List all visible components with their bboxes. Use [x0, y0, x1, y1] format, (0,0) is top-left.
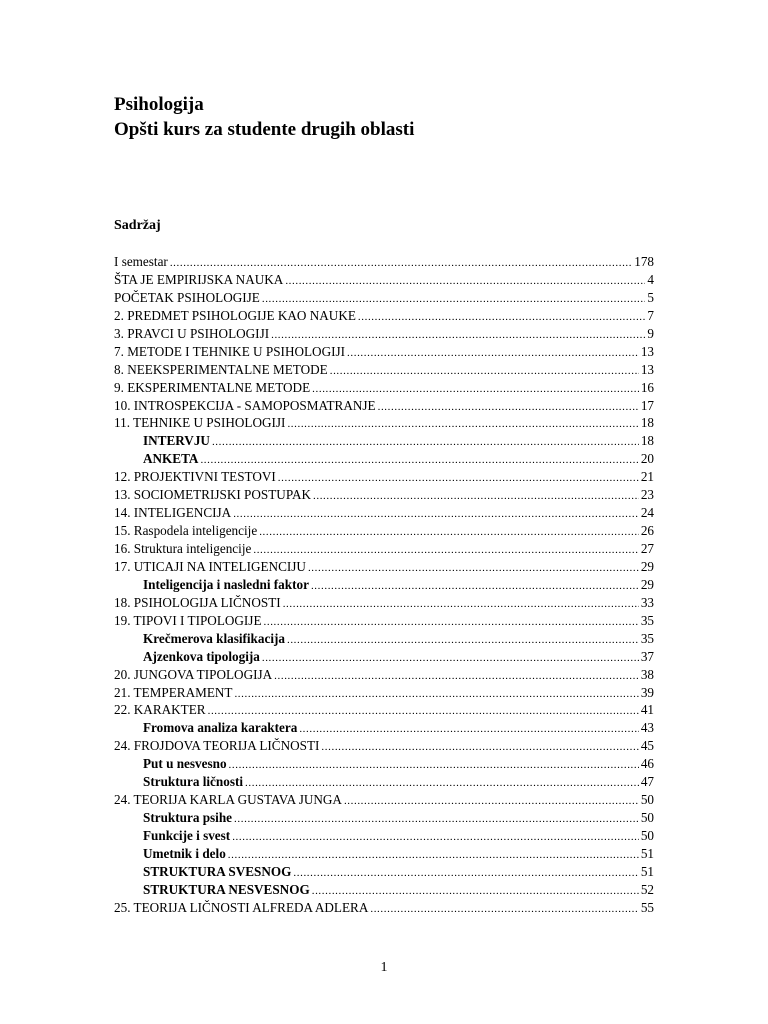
toc-entry-title: 16. Struktura inteligencije: [114, 541, 252, 556]
toc-dot-leader: [283, 596, 639, 612]
toc-entry[interactable]: [114, 773, 654, 791]
title-line-1: Psihologija: [114, 94, 204, 115]
toc-entry-page: 51: [640, 863, 654, 879]
toc-entry-page: 23: [640, 487, 654, 503]
toc-entry[interactable]: [114, 253, 654, 271]
toc-entry[interactable]: [114, 648, 654, 666]
toc-dot-leader: [245, 775, 639, 791]
toc-entry-title: ŠTA JE EMPIRIJSKA NAUKA: [114, 271, 284, 287]
toc-entry[interactable]: [114, 845, 654, 863]
toc-entry-page: 39: [640, 684, 654, 700]
toc-entry-page: 9: [647, 325, 654, 341]
toc-entry[interactable]: [114, 343, 654, 361]
toc-entry-page: 29: [640, 576, 654, 592]
toc-dot-leader: [321, 739, 638, 755]
toc-entry-title: ANKETA: [143, 451, 199, 467]
toc-entry-page: 41: [640, 702, 654, 718]
toc-entry-title: 19. TIPOVI I TIPOLOGIJE: [114, 612, 262, 628]
toc-entry-title: Fromova analiza karaktera: [143, 720, 298, 736]
toc-entry-title: Put u nesvesno: [143, 756, 227, 772]
toc-entry[interactable]: [114, 594, 654, 612]
toc-entry[interactable]: [114, 468, 654, 486]
toc-entry-page: 50: [640, 792, 654, 808]
toc-dot-leader: [170, 255, 632, 271]
toc-dot-leader: [347, 345, 639, 361]
toc-entry[interactable]: [114, 414, 654, 432]
toc-entry-title: 8. NEEKSPERIMENTALNE METODE: [114, 361, 328, 377]
toc-dot-leader: [313, 488, 639, 504]
toc-entry-page: 52: [640, 881, 654, 897]
toc-entry-title: Struktura ličnosti: [143, 774, 244, 790]
toc-entry[interactable]: [114, 809, 654, 827]
toc-entry-title: 22. KARAKTER: [114, 702, 206, 718]
toc-dot-leader: [293, 865, 638, 881]
toc-entry-title: 13. SOCIOMETRIJSKI POSTUPAK: [114, 487, 311, 503]
toc-entry-title: Inteligencija i nasledni faktor: [143, 576, 309, 592]
toc-entry-title: 9. EKSPERIMENTALNE METODE: [114, 379, 311, 395]
toc-entry-page: 13: [640, 343, 654, 359]
toc-dot-leader: [330, 363, 639, 379]
toc-dot-leader: [344, 793, 639, 809]
toc-dot-leader: [262, 291, 646, 307]
toc-entry[interactable]: [114, 361, 654, 379]
toc-entry-title: I semestar: [114, 254, 168, 269]
toc-entry[interactable]: [114, 630, 654, 648]
toc-dot-leader: [308, 560, 639, 576]
toc-entry-page: 46: [640, 756, 654, 772]
toc-dot-leader: [378, 399, 639, 415]
toc-dot-leader: [229, 757, 639, 773]
toc-entry-page: 35: [640, 612, 654, 628]
toc-dot-leader: [259, 524, 639, 540]
document-title: [114, 92, 414, 142]
toc-dot-leader: [358, 309, 646, 325]
toc-dot-leader: [234, 686, 638, 702]
toc-entry-title: 20. JUNGOVA TIPOLOGIJA: [114, 666, 273, 682]
toc-entry[interactable]: [114, 325, 654, 343]
toc-entry-title: 14. INTELIGENCIJA: [114, 505, 232, 521]
toc-entry[interactable]: [114, 504, 654, 522]
toc-entry[interactable]: [114, 271, 654, 289]
toc-dot-leader: [311, 578, 639, 594]
toc-entry[interactable]: [114, 558, 654, 576]
toc-entry-page: 20: [640, 451, 654, 467]
toc-entry[interactable]: [114, 827, 654, 845]
toc-entry-page: 7: [647, 307, 654, 323]
toc-entry-page: 43: [640, 720, 654, 736]
toc-dot-leader: [233, 506, 639, 522]
toc-entry[interactable]: [114, 666, 654, 684]
toc-entry-title: 25. TEORIJA LIČNOSTI ALFREDA ADLERA: [114, 899, 369, 915]
toc-entry[interactable]: [114, 522, 654, 540]
toc-entry-page: 26: [640, 523, 654, 539]
toc-entry[interactable]: [114, 432, 654, 450]
toc-entry-title: STRUKTURA NESVESNOG: [143, 881, 310, 897]
toc-entry-page: 45: [640, 738, 654, 754]
toc-entry-page: 47: [640, 774, 654, 790]
toc-entry[interactable]: [114, 863, 654, 881]
toc-entry-title: 12. PROJEKTIVNI TESTOVI: [114, 469, 276, 485]
toc-dot-leader: [253, 542, 638, 558]
toc-entry-title: 11. TEHNIKE U PSIHOLOGIJI: [114, 415, 286, 431]
toc-entry-page: 24: [640, 505, 654, 521]
toc-entry-title: 24. TEORIJA KARLA GUSTAVA JUNGA: [114, 792, 342, 808]
toc-entry[interactable]: [114, 576, 654, 594]
toc-entry[interactable]: [114, 719, 654, 737]
toc-entry[interactable]: [114, 486, 654, 504]
toc-entry-page: 4: [647, 271, 654, 287]
toc-entry[interactable]: [114, 612, 654, 630]
toc-entry-page: 5: [647, 289, 654, 305]
toc-dot-leader: [212, 434, 639, 450]
toc-entry[interactable]: [114, 289, 654, 307]
toc-entry-page: 55: [640, 899, 654, 915]
toc-entry-page: 50: [640, 828, 654, 843]
toc-entry[interactable]: [114, 684, 654, 702]
toc-entry-page: 21: [640, 469, 654, 485]
toc-dot-leader: [312, 381, 639, 397]
toc-entry-page: 13: [640, 361, 654, 377]
toc-entry-title: 21. TEMPERAMENT: [114, 684, 233, 700]
toc-dot-leader: [274, 668, 639, 684]
title-line-2: Opšti kurs za studente drugih oblasti: [114, 119, 415, 140]
toc-dot-leader: [232, 829, 639, 845]
toc-entry-page: 33: [640, 594, 654, 610]
toc-dot-leader: [264, 614, 639, 630]
toc-entry-page: 27: [640, 541, 654, 556]
toc-entry[interactable]: [114, 737, 654, 755]
toc-entry-page: 18: [640, 415, 654, 431]
toc-entry[interactable]: [114, 379, 654, 397]
toc-dot-leader: [200, 452, 638, 468]
toc-entry-title: Funkcije i svest: [143, 828, 231, 843]
toc-entry-page: 29: [640, 558, 654, 574]
toc-entry-page: 38: [640, 666, 654, 682]
toc-entry-title: 24. FROJDOVA TEORIJA LIČNOSTI: [114, 738, 320, 754]
toc-entry[interactable]: [114, 755, 654, 773]
toc-dot-leader: [287, 632, 639, 648]
toc-entry-title: Ajzenkova tipologija: [143, 648, 260, 664]
toc-entry-title: 18. PSIHOLOGIJA LIČNOSTI: [114, 594, 281, 610]
toc-entry-title: 15. Raspodela inteligencije: [114, 523, 258, 539]
toc-entry-page: 51: [640, 845, 654, 861]
toc-dot-leader: [234, 811, 639, 827]
toc-entry-title: 2. PREDMET PSIHOLOGIJE KAO NAUKE: [114, 307, 356, 323]
toc-dot-leader: [312, 883, 639, 899]
toc-entry-page: 17: [640, 397, 654, 413]
toc-entry-title: Krečmerova klasifikacija: [143, 630, 285, 646]
toc-entry[interactable]: [114, 450, 654, 468]
toc-entry-title: POČETAK PSIHOLOGIJE: [114, 289, 260, 305]
toc-dot-leader: [228, 847, 639, 863]
toc-dot-leader: [278, 470, 639, 486]
toc-entry[interactable]: [114, 397, 654, 415]
toc-entry[interactable]: [114, 540, 654, 558]
toc-entry[interactable]: [114, 307, 654, 325]
toc-entry[interactable]: [114, 791, 654, 809]
toc-heading: Sadržaj: [114, 218, 161, 233]
toc-entry-page: 18: [640, 433, 654, 449]
toc-entry-page: 35: [640, 630, 654, 646]
toc-dot-leader: [299, 721, 638, 737]
toc-entry-title: 3. PRAVCI U PSIHOLOGIJI: [114, 325, 270, 341]
toc-entry-title: 7. METODE I TEHNIKE U PSIHOLOGIJI: [114, 343, 346, 359]
toc-entry[interactable]: [114, 701, 654, 719]
table-of-contents: [114, 253, 654, 917]
toc-entry-title: 10. INTROSPEKCIJA - SAMOPOSMATRANJE: [114, 397, 376, 413]
toc-entry-title: Struktura psihe: [143, 810, 233, 826]
toc-entry-title: 17. UTICAJI NA INTELIGENCIJU: [114, 558, 306, 574]
toc-dot-leader: [285, 273, 645, 289]
toc-dot-leader: [370, 901, 638, 917]
toc-dot-leader: [262, 650, 639, 666]
toc-dot-leader: [208, 703, 639, 719]
toc-entry[interactable]: [114, 899, 654, 917]
toc-entry-title: Umetnik i delo: [143, 845, 226, 861]
toc-entry-page: 37: [640, 648, 654, 664]
toc-entry-page: 178: [634, 254, 654, 269]
page-number: 1: [380, 960, 388, 975]
toc-dot-leader: [271, 327, 645, 343]
toc-entry-title: STRUKTURA SVESNOG: [143, 863, 292, 879]
toc-entry-page: 16: [640, 379, 654, 395]
toc-entry-page: 50: [640, 810, 654, 826]
toc-entry-title: INTERVJU: [143, 433, 210, 449]
toc-dot-leader: [287, 416, 638, 432]
toc-entry[interactable]: [114, 881, 654, 899]
